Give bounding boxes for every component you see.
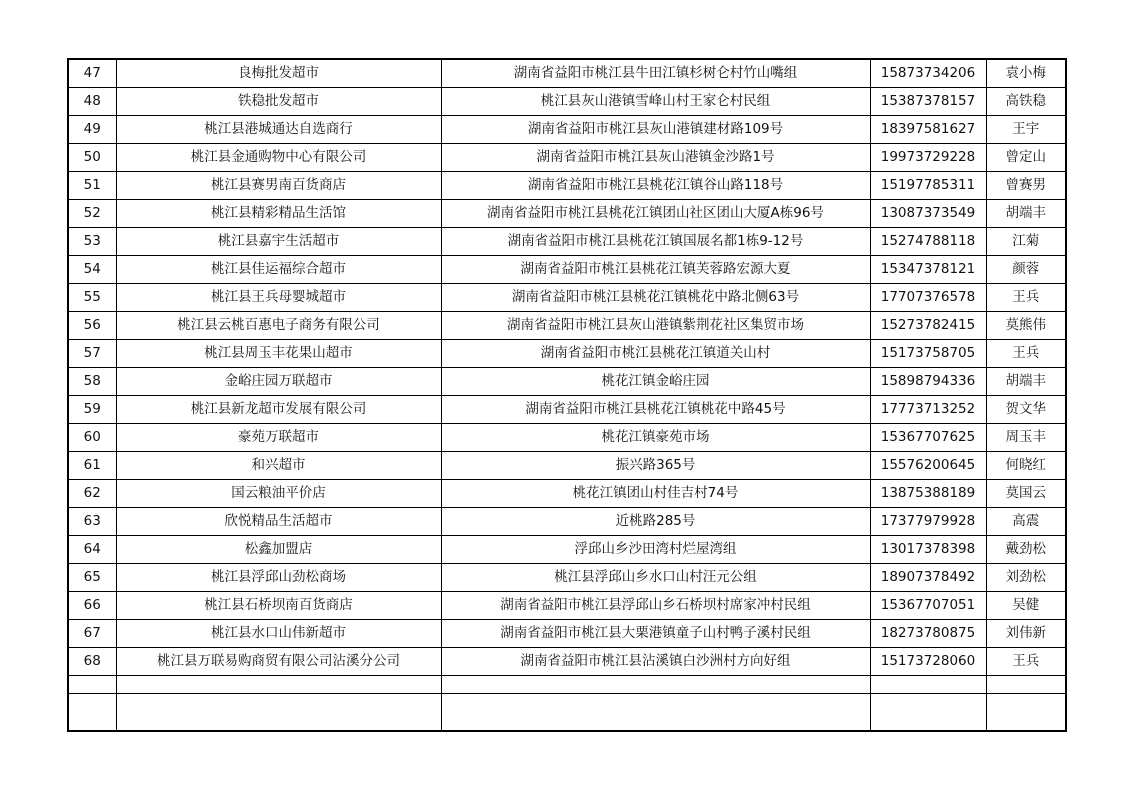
empty-cell xyxy=(986,694,1066,732)
store-name-cell: 桃江县精彩精品生活馆 xyxy=(116,200,441,228)
store-name-cell: 国云粮油平价店 xyxy=(116,480,441,508)
phone-cell: 18273780875 xyxy=(870,620,986,648)
table-row xyxy=(68,620,1066,648)
phone-cell: 15273782415 xyxy=(870,312,986,340)
row-number-cell: 61 xyxy=(68,452,116,480)
empty-cell xyxy=(68,694,116,732)
table-row xyxy=(68,368,1066,396)
table-row xyxy=(68,284,1066,312)
contact-person-cell: 江菊 xyxy=(986,228,1066,256)
store-name-cell: 桃江县嘉宇生活超市 xyxy=(116,228,441,256)
table-row xyxy=(68,396,1066,424)
phone-cell: 15197785311 xyxy=(870,172,986,200)
store-name-cell: 桃江县金通购物中心有限公司 xyxy=(116,144,441,172)
contact-person-cell: 吴健 xyxy=(986,592,1066,620)
row-number-cell: 56 xyxy=(68,312,116,340)
table-row xyxy=(68,172,1066,200)
store-name-cell: 桃江县佳运福综合超市 xyxy=(116,256,441,284)
phone-cell: 15367707625 xyxy=(870,424,986,452)
address-cell: 湖南省益阳市桃江县桃花江镇桃花中路45号 xyxy=(441,396,870,424)
store-name-cell: 铁稳批发超市 xyxy=(116,88,441,116)
store-name-cell: 良梅批发超市 xyxy=(116,59,441,88)
contact-person-cell: 高震 xyxy=(986,508,1066,536)
empty-cell xyxy=(870,694,986,732)
table-row xyxy=(68,480,1066,508)
address-cell: 湖南省益阳市桃江县灰山港镇紫荆花社区集贸市场 xyxy=(441,312,870,340)
empty-cell xyxy=(116,676,441,694)
row-number-cell: 68 xyxy=(68,648,116,676)
store-list-body xyxy=(68,59,1066,731)
address-cell: 湖南省益阳市桃江县桃花江镇国展名都1栋9-12号 xyxy=(441,228,870,256)
row-number-cell: 52 xyxy=(68,200,116,228)
row-number-cell: 64 xyxy=(68,536,116,564)
table-row xyxy=(68,200,1066,228)
table-row xyxy=(68,256,1066,284)
phone-cell: 15347378121 xyxy=(870,256,986,284)
contact-person-cell: 曾定山 xyxy=(986,144,1066,172)
table-row xyxy=(68,648,1066,676)
address-cell: 桃花江镇团山村佳吉村74号 xyxy=(441,480,870,508)
empty-cell xyxy=(986,676,1066,694)
table-row xyxy=(68,508,1066,536)
store-name-cell: 桃江县石桥坝南百货商店 xyxy=(116,592,441,620)
store-name-cell: 桃江县周玉丰花果山超市 xyxy=(116,340,441,368)
row-number-cell: 53 xyxy=(68,228,116,256)
store-name-cell: 桃江县云桃百惠电子商务有限公司 xyxy=(116,312,441,340)
address-cell: 湖南省益阳市桃江县桃花江镇道关山村 xyxy=(441,340,870,368)
address-cell: 湖南省益阳市桃江县灰山港镇建材路109号 xyxy=(441,116,870,144)
store-name-cell: 欣悦精品生活超市 xyxy=(116,508,441,536)
contact-person-cell: 胡端丰 xyxy=(986,200,1066,228)
address-cell: 湖南省益阳市桃江县灰山港镇金沙路1号 xyxy=(441,144,870,172)
address-cell: 桃江县灰山港镇雪峰山村王家仑村民组 xyxy=(441,88,870,116)
phone-cell: 15873734206 xyxy=(870,59,986,88)
table-row xyxy=(68,536,1066,564)
phone-cell: 13875388189 xyxy=(870,480,986,508)
row-number-cell: 60 xyxy=(68,424,116,452)
phone-cell: 15898794336 xyxy=(870,368,986,396)
row-number-cell: 63 xyxy=(68,508,116,536)
store-name-cell: 豪苑万联超市 xyxy=(116,424,441,452)
row-number-cell: 66 xyxy=(68,592,116,620)
store-name-cell: 桃江县万联易购商贸有限公司沾溪分公司 xyxy=(116,648,441,676)
row-number-cell: 49 xyxy=(68,116,116,144)
phone-cell: 17377979928 xyxy=(870,508,986,536)
table-row xyxy=(68,424,1066,452)
empty-cell xyxy=(441,694,870,732)
table-row xyxy=(68,59,1066,88)
phone-cell: 15367707051 xyxy=(870,592,986,620)
store-name-cell: 桃江县新龙超市发展有限公司 xyxy=(116,396,441,424)
empty-cell xyxy=(68,676,116,694)
contact-person-cell: 莫熊伟 xyxy=(986,312,1066,340)
row-number-cell: 54 xyxy=(68,256,116,284)
phone-cell: 18397581627 xyxy=(870,116,986,144)
store-name-cell: 桃江县水口山伟新超市 xyxy=(116,620,441,648)
contact-person-cell: 曾赛男 xyxy=(986,172,1066,200)
table-row xyxy=(68,592,1066,620)
address-cell: 湖南省益阳市桃江县沾溪镇白沙洲村方向好组 xyxy=(441,648,870,676)
address-cell: 浮邱山乡沙田湾村烂屋湾组 xyxy=(441,536,870,564)
table-row xyxy=(68,452,1066,480)
empty-cell xyxy=(870,676,986,694)
contact-person-cell: 何晓红 xyxy=(986,452,1066,480)
empty-cell xyxy=(116,694,441,732)
row-number-cell: 51 xyxy=(68,172,116,200)
store-name-cell: 和兴超市 xyxy=(116,452,441,480)
store-name-cell: 松鑫加盟店 xyxy=(116,536,441,564)
table-row xyxy=(68,564,1066,592)
phone-cell: 17773713252 xyxy=(870,396,986,424)
contact-person-cell: 胡端丰 xyxy=(986,368,1066,396)
contact-person-cell: 戴劲松 xyxy=(986,536,1066,564)
address-cell: 湖南省益阳市桃江县大栗港镇童子山村鸭子溪村民组 xyxy=(441,620,870,648)
address-cell: 湖南省益阳市桃江县桃花江镇谷山路118号 xyxy=(441,172,870,200)
phone-cell: 17707376578 xyxy=(870,284,986,312)
row-number-cell: 67 xyxy=(68,620,116,648)
address-cell: 湖南省益阳市桃江县牛田江镇杉树仑村竹山嘴组 xyxy=(441,59,870,88)
phone-cell: 13017378398 xyxy=(870,536,986,564)
contact-person-cell: 王兵 xyxy=(986,284,1066,312)
table-row xyxy=(68,116,1066,144)
empty-row xyxy=(68,676,1066,694)
phone-cell: 15173758705 xyxy=(870,340,986,368)
empty-cell xyxy=(441,676,870,694)
contact-person-cell: 王兵 xyxy=(986,648,1066,676)
contact-person-cell: 王宇 xyxy=(986,116,1066,144)
address-cell: 湖南省益阳市桃江县浮邱山乡石桥坝村席家冲村民组 xyxy=(441,592,870,620)
address-cell: 桃江县浮邱山乡水口山村汪元公组 xyxy=(441,564,870,592)
store-name-cell: 桃江县浮邱山劲松商场 xyxy=(116,564,441,592)
row-number-cell: 55 xyxy=(68,284,116,312)
phone-cell: 15173728060 xyxy=(870,648,986,676)
table-row xyxy=(68,340,1066,368)
contact-person-cell: 周玉丰 xyxy=(986,424,1066,452)
phone-cell: 19973729228 xyxy=(870,144,986,172)
phone-cell: 13087373549 xyxy=(870,200,986,228)
phone-cell: 15387378157 xyxy=(870,88,986,116)
contact-person-cell: 高铁稳 xyxy=(986,88,1066,116)
contact-person-cell: 袁小梅 xyxy=(986,59,1066,88)
store-name-cell: 金峪庄园万联超市 xyxy=(116,368,441,396)
address-cell: 近桃路285号 xyxy=(441,508,870,536)
address-cell: 桃花江镇豪苑市场 xyxy=(441,424,870,452)
row-number-cell: 47 xyxy=(68,59,116,88)
table-row xyxy=(68,228,1066,256)
address-cell: 湖南省益阳市桃江县桃花江镇团山社区团山大厦A栋96号 xyxy=(441,200,870,228)
contact-person-cell: 刘伟新 xyxy=(986,620,1066,648)
address-cell: 湖南省益阳市桃江县桃花江镇芙蓉路宏源大夏 xyxy=(441,256,870,284)
row-number-cell: 62 xyxy=(68,480,116,508)
address-cell: 湖南省益阳市桃江县桃花江镇桃花中路北侧63号 xyxy=(441,284,870,312)
table-row xyxy=(68,312,1066,340)
phone-cell: 18907378492 xyxy=(870,564,986,592)
row-number-cell: 50 xyxy=(68,144,116,172)
store-name-cell: 桃江县赛男南百货商店 xyxy=(116,172,441,200)
store-name-cell: 桃江县王兵母婴城超市 xyxy=(116,284,441,312)
contact-person-cell: 颜蓉 xyxy=(986,256,1066,284)
contact-person-cell: 贺文华 xyxy=(986,396,1066,424)
table-row xyxy=(68,88,1066,116)
store-list-table xyxy=(67,58,1067,732)
row-number-cell: 65 xyxy=(68,564,116,592)
row-number-cell: 48 xyxy=(68,88,116,116)
empty-row xyxy=(68,694,1066,732)
row-number-cell: 57 xyxy=(68,340,116,368)
table-row xyxy=(68,144,1066,172)
phone-cell: 15576200645 xyxy=(870,452,986,480)
address-cell: 振兴路365号 xyxy=(441,452,870,480)
contact-person-cell: 刘劲松 xyxy=(986,564,1066,592)
row-number-cell: 58 xyxy=(68,368,116,396)
address-cell: 桃花江镇金峪庄园 xyxy=(441,368,870,396)
contact-person-cell: 王兵 xyxy=(986,340,1066,368)
contact-person-cell: 莫国云 xyxy=(986,480,1066,508)
store-name-cell: 桃江县港城通达自选商行 xyxy=(116,116,441,144)
phone-cell: 15274788118 xyxy=(870,228,986,256)
row-number-cell: 59 xyxy=(68,396,116,424)
